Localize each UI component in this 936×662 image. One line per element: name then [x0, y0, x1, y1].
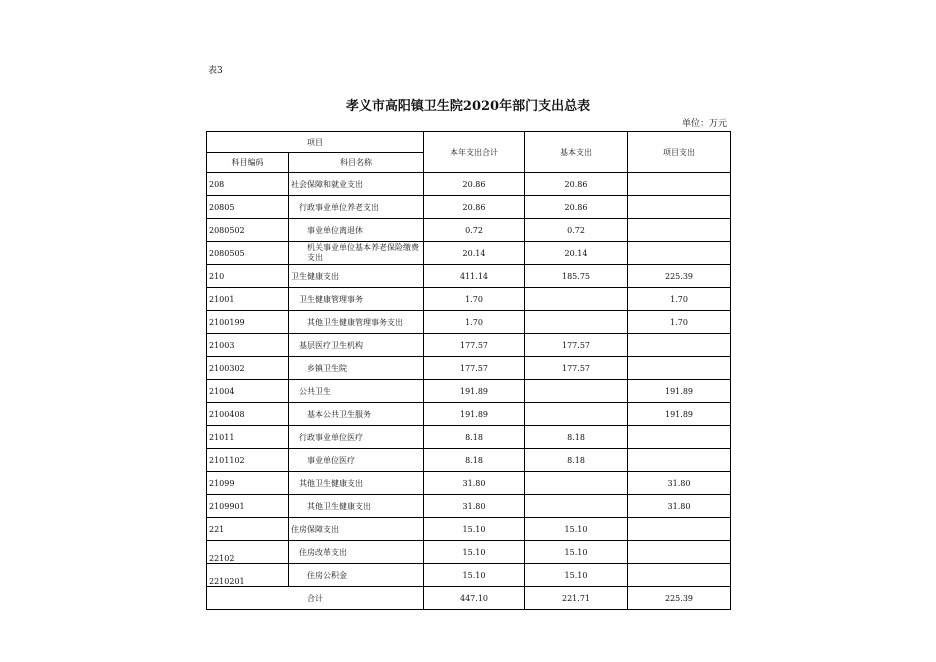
row-name: 乡镇卫生院: [289, 357, 424, 380]
row-basic: 15.10: [525, 564, 628, 587]
table-row: [207, 196, 731, 219]
table-row: [207, 311, 731, 334]
row-code: 21004: [207, 380, 289, 403]
row-basic: 20.86: [525, 196, 628, 219]
table-row: [207, 288, 731, 311]
row-name: 基层医疗卫生机构: [289, 334, 424, 357]
row-project: 31.80: [628, 472, 731, 495]
row-basic: [525, 288, 628, 311]
row-code: 21099: [207, 472, 289, 495]
row-project: 225.39: [628, 265, 731, 288]
row-code: 21001: [207, 288, 289, 311]
row-total: 1.70: [424, 288, 525, 311]
row-total: 177.57: [424, 334, 525, 357]
row-project: [628, 357, 731, 380]
row-code: 2109901: [207, 495, 289, 518]
row-project: [628, 518, 731, 541]
row-basic: [525, 472, 628, 495]
row-name: 其他卫生健康管理事务支出: [289, 311, 424, 334]
table-row: [207, 334, 731, 357]
row-total: 177.57: [424, 357, 525, 380]
row-total: 8.18: [424, 449, 525, 472]
row-project: [628, 196, 731, 219]
row-name: 住房改革支出: [289, 541, 424, 564]
row-basic: 177.57: [525, 357, 628, 380]
row-code: 22102: [207, 541, 289, 564]
table-row: [207, 403, 731, 426]
row-basic: 20.14: [525, 242, 628, 265]
row-name: 事业单位医疗: [289, 449, 424, 472]
table-row: [207, 380, 731, 403]
table-row: [207, 518, 731, 541]
row-total: 20.14: [424, 242, 525, 265]
row-code: 2080502: [207, 219, 289, 242]
table-row: [207, 472, 731, 495]
row-total: 191.89: [424, 403, 525, 426]
row-project: 191.89: [628, 380, 731, 403]
row-total: 20.86: [424, 173, 525, 196]
total-project: 225.39: [628, 587, 731, 610]
row-basic: [525, 403, 628, 426]
row-basic: 177.57: [525, 334, 628, 357]
row-code: 2101102: [207, 449, 289, 472]
table-row: [207, 219, 731, 242]
row-name: 社会保障和就业支出: [289, 173, 424, 196]
table-row: [207, 426, 731, 449]
row-code: 21003: [207, 334, 289, 357]
row-name: 卫生健康支出: [289, 265, 424, 288]
row-project: [628, 564, 731, 587]
row-code: 2100408: [207, 403, 289, 426]
row-project: [628, 173, 731, 196]
row-basic: 15.10: [525, 518, 628, 541]
row-code: 221: [207, 518, 289, 541]
table-row: [207, 357, 731, 380]
row-total: 31.80: [424, 472, 525, 495]
table-row: [207, 449, 731, 472]
row-total: 15.10: [424, 541, 525, 564]
row-project: 191.89: [628, 403, 731, 426]
header-row-1: [207, 132, 731, 153]
row-project: 31.80: [628, 495, 731, 518]
table-row: [207, 564, 731, 587]
header-project: 项目: [207, 132, 424, 153]
row-name: 行政事业单位养老支出: [289, 196, 424, 219]
row-name: 公共卫生: [289, 380, 424, 403]
row-code: 2100302: [207, 357, 289, 380]
row-total: 15.10: [424, 518, 525, 541]
header-basic: 基本支出: [525, 132, 628, 173]
row-name: 行政事业单位医疗: [289, 426, 424, 449]
row-project: [628, 541, 731, 564]
row-total: 191.89: [424, 380, 525, 403]
row-code: 20805: [207, 196, 289, 219]
unit-label: 单位：万元: [681, 119, 727, 129]
row-project: [628, 449, 731, 472]
row-basic: 8.18: [525, 426, 628, 449]
row-total: 1.70: [424, 311, 525, 334]
row-project: 1.70: [628, 311, 731, 334]
row-total: 20.86: [424, 196, 525, 219]
row-code: 2100199: [207, 311, 289, 334]
table-row: [207, 242, 731, 265]
table-row: [207, 495, 731, 518]
row-code: 21011: [207, 426, 289, 449]
total-sum: 447.10: [424, 587, 525, 610]
row-total: 31.80: [424, 495, 525, 518]
table-row: [207, 173, 731, 196]
row-name: 住房公积金: [289, 564, 424, 587]
row-project: [628, 219, 731, 242]
row-basic: [525, 380, 628, 403]
table-row: [207, 541, 731, 564]
row-project: [628, 426, 731, 449]
row-name: 事业单位离退休: [289, 219, 424, 242]
page-title: 孝义市高阳镇卫生院2020年部门支出总表: [345, 99, 591, 114]
row-name: 其他卫生健康支出: [289, 495, 424, 518]
total-basic: 221.71: [525, 587, 628, 610]
row-code: 208: [207, 173, 289, 196]
row-name: 住房保障支出: [289, 518, 424, 541]
row-project: [628, 334, 731, 357]
table-row: [207, 265, 731, 288]
row-name: 其他卫生健康支出: [289, 472, 424, 495]
row-code: 210: [207, 265, 289, 288]
row-basic: 8.18: [525, 449, 628, 472]
row-basic: 185.75: [525, 265, 628, 288]
row-total: 0.72: [424, 219, 525, 242]
row-basic: 15.10: [525, 541, 628, 564]
row-basic: 20.86: [525, 173, 628, 196]
row-basic: 0.72: [525, 219, 628, 242]
row-project: [628, 242, 731, 265]
header-project-expenditure: 项目支出: [628, 132, 731, 173]
row-project: 1.70: [628, 288, 731, 311]
row-code: 2080505: [207, 242, 289, 265]
expenditure-table: [206, 131, 731, 610]
row-basic: [525, 311, 628, 334]
total-row: [207, 587, 731, 610]
row-total: 411.14: [424, 265, 525, 288]
total-label: 合计: [207, 587, 424, 610]
row-name: 机关事业单位基本养老保险缴费支出: [289, 242, 424, 265]
header-code: 科目编码: [207, 153, 289, 173]
row-basic: [525, 495, 628, 518]
row-name: 基本公共卫生服务: [289, 403, 424, 426]
row-code: 2210201: [207, 564, 289, 587]
table-number-label: 表3: [208, 66, 223, 76]
row-total: 8.18: [424, 426, 525, 449]
row-total: 15.10: [424, 564, 525, 587]
row-name: 卫生健康管理事务: [289, 288, 424, 311]
header-name: 科目名称: [289, 153, 424, 173]
header-total: 本年支出合计: [424, 132, 525, 173]
